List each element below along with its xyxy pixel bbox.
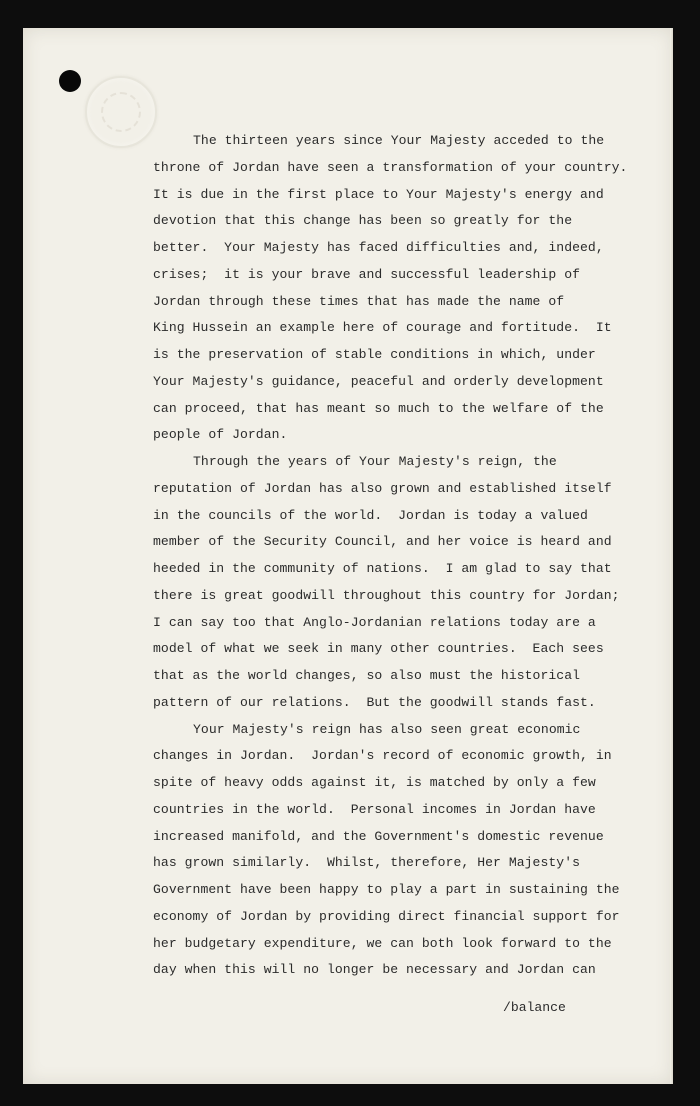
text-line: day when this will no longer be necessary and Jordan can — [153, 962, 596, 978]
text-line: her budgetary expenditure, we can both look forward to the — [153, 935, 612, 951]
text-line: in the councils of the world. Jordan is today a valued — [153, 507, 588, 523]
text-line: people of Jordan. — [153, 427, 288, 443]
text-line: Government have been happy to play a part in sustaining the — [153, 882, 620, 897]
text-line: Jordan through these times that has made the name of — [153, 293, 565, 309]
text-line: increased manifold, and the Government's domestic revenue — [153, 828, 604, 844]
text-line: economy of Jordan by providing direct financial support for — [153, 908, 620, 924]
text-line: crises; it is your brave and successful leadership of — [153, 266, 581, 282]
text-line: throne of Jordan have seen a transformation of your country. — [153, 159, 628, 175]
text-line: has grown similarly. Whilst, therefore, Her Majesty's — [153, 855, 581, 871]
text-line: Your Majesty's reign has also seen great economic — [193, 721, 581, 737]
text-line: heeded in the community of nations. I am glad to say that — [153, 561, 612, 576]
document-page — [23, 28, 673, 1084]
text-line: King Hussein an example here of courage and fortitude. It — [153, 320, 612, 336]
text-line: devotion that this change has been so greatly for the — [153, 213, 573, 229]
punch-hole — [59, 70, 81, 92]
text-line: countries in the world. Personal incomes in Jordan have — [153, 801, 596, 817]
text-line: that as the world changes, so also must the historical — [153, 668, 581, 683]
text-line: model of what we seek in many other countries. Each sees — [153, 641, 604, 657]
text-line: is the preservation of stable conditions in which, under — [153, 347, 596, 362]
text-line: can proceed, that has meant so much to the welfare of the — [153, 400, 604, 416]
text-line: better. Your Majesty has faced difficulties and, indeed, — [153, 240, 604, 255]
text-line: changes in Jordan. Jordan's record of economic growth, in — [153, 748, 612, 764]
text-line: pattern of our relations. But the goodwill stands fast. — [153, 694, 596, 710]
text-line: I can say too that Anglo-Jordanian relations today are a — [153, 614, 596, 630]
text-line: Through the years of Your Majesty's reign, the — [193, 454, 557, 469]
catchword: /balance — [503, 1000, 566, 1015]
letter-body — [153, 128, 653, 984]
text-line: member of the Security Council, and her voice is heard and — [153, 534, 612, 550]
text-line: The thirteen years since Your Majesty acceded to the — [193, 133, 605, 148]
text-line: there is great goodwill throughout this country for Jordan; — [153, 587, 620, 603]
text-line: spite of heavy odds against it, is matched by only a few — [153, 775, 596, 790]
text-line: Your Majesty's guidance, peaceful and orderly development — [153, 373, 604, 389]
embossed-seal-icon — [85, 76, 157, 148]
text-line: It is due in the first place to Your Majesty's energy and — [153, 186, 604, 202]
text-line: reputation of Jordan has also grown and established itself — [153, 480, 612, 496]
